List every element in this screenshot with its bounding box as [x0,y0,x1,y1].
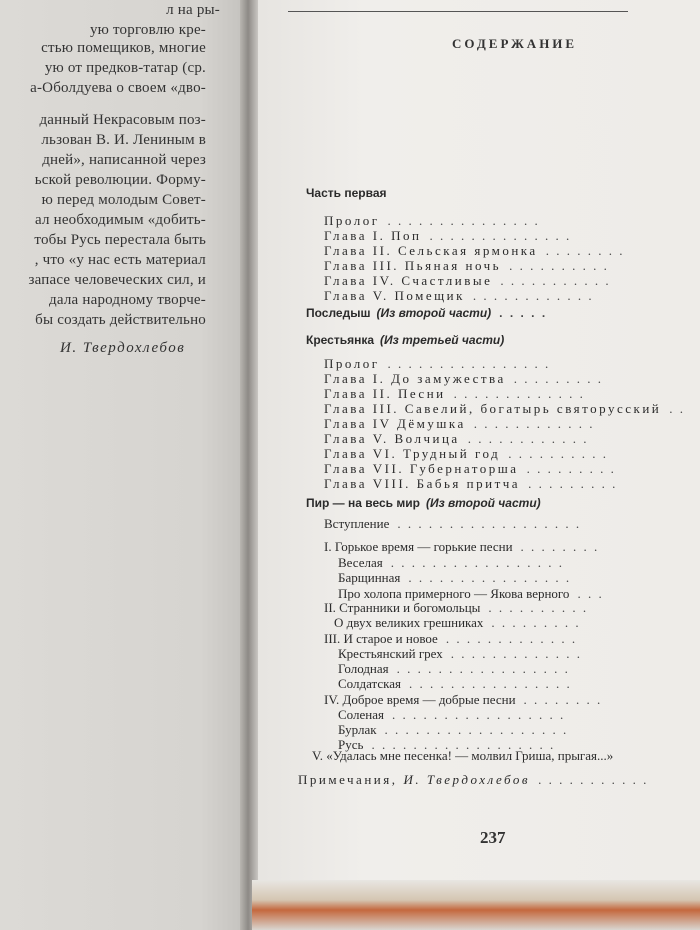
toc-entry-label: Глава IV. Счастливые [324,273,493,288]
toc-entry [324,258,609,273]
toc-leader-dots: . . . . . . . . . . . . . . . . [408,570,572,585]
toc-leader-dots: . . . . . . . . . . . . . . . . . . [371,737,556,752]
toc-entry-label: Глава V. Волчица [324,431,460,446]
toc-entry [338,722,568,737]
toc-leader-dots: . . . . . . . . . . . . . [445,631,578,646]
toc-entry-label: Глава VI. Трудный год [324,446,501,461]
toc-leader-dots: . . . . . . . . . . . . . [450,646,583,661]
toc-entry-label: Про холопа примерного — Якова верного [338,586,570,601]
toc-leader-dots: . . . . . . . . . . [508,446,608,461]
toc-entry-label: Пир — на весь мир [306,496,420,510]
toc-leader-dots: . . . . . . . . . . . . . . . . . [396,661,570,676]
left-page-line: дала народному творче- [49,292,206,308]
toc-entry [306,496,541,511]
toc-leader-dots: . . . . . . . . . . . . . . . . [387,356,551,371]
toc-entry-label: Последыш [306,306,371,320]
toc-leader-dots: . . . . . . . . [520,539,600,554]
toc-entry [338,661,570,676]
toc-leader-dots: . . . [577,586,604,601]
toc-leader-dots: . . . . . . . . . . . . [472,288,594,303]
toc-entry-label: Голодная [338,661,389,676]
toc-entry [338,586,604,601]
toc-entry [306,333,504,348]
toc-entry [324,416,595,431]
toc-entry [338,555,564,570]
left-page-line: ую торговлю кре- [89,22,206,38]
toc-leader-dots: . . . . . . . . . . . . . . . . [409,676,572,691]
toc-entry-label: Пролог [324,213,380,228]
left-page-fragment: л на ры- [166,2,220,18]
toc-entry [324,213,540,228]
toc-leader-dots: . . . . . . . . . . . . [473,416,595,431]
left-page-line: ю перед молодым Совет- [41,192,206,208]
toc-entry-label: V. «Удалась мне песенка! — молвил Гриша, прыгая...» [312,748,614,763]
toc-leader-dots: . . . . . . . . . . . [538,772,649,787]
toc-entry [324,539,599,554]
toc-entry-label: Русь [338,737,364,752]
top-rule [288,11,628,12]
toc-entry [338,646,582,661]
toc-entry-label: Примечания, [298,772,398,787]
toc-entry-label: Глава II. Сельская ярмонка [324,243,538,258]
toc-entry-label: Пролог [324,356,380,371]
page-edge [252,880,700,930]
toc-entry-label: Глава III. Пьяная ночь [324,258,502,273]
toc-title: СОДЕРЖАНИЕ [452,36,578,51]
toc-entry-label: IV. Доброе время — добрые песни [324,692,516,707]
toc-entry-label: Глава V. Помещик [324,288,465,303]
left-page-line: а-Оболдуева о своем «дво- [30,80,206,96]
toc-entry-label: Солдатская [338,676,402,691]
toc-leader-dots: . . . . . . . . . . . . . . . [387,213,540,228]
left-page-line: льзован В. И. Лениным в [41,132,206,148]
toc-entry [298,772,648,787]
toc-entry [334,615,581,630]
toc-entry-label: О двух великих грешниках [334,615,484,630]
toc-leader-dots: . . . . . . . . . . . . . . . . . [390,555,564,570]
toc-entry [324,356,550,371]
toc-entry-label: Глава III. Савелий, богатырь святорусский [324,401,662,416]
book-gutter [240,0,258,930]
left-page-line: стью помещиков, многие [41,40,206,56]
toc-leader-dots: . . . . . . . . . . [509,258,609,273]
toc-entry-label: III. И старое и новое [324,631,438,646]
page-number: 237 [480,828,506,847]
left-page-line: ьской революции. Форму- [34,172,206,188]
toc-entry-label: Глава IV Дёмушка [324,416,466,431]
toc-entry [324,386,585,401]
toc-entry [324,461,616,476]
toc-entry [306,186,387,201]
toc-entry [324,476,617,491]
toc-entry [324,401,685,416]
toc-entry [324,516,581,531]
toc-entry [324,446,608,461]
toc-leader-dots: . . . . . . . . . . . . . . [429,228,572,243]
toc-leader-dots: . . . . . . . . . [513,371,604,386]
toc-entry [312,748,613,763]
toc-leader-dots: . . . . . . . . . [528,476,618,491]
left-page-line: ал необходимым «добить- [34,212,206,228]
toc-leader-dots: . . . . . . . . . . [488,600,589,615]
toc-leader-dots: . . . . . . . . . . . [500,273,611,288]
toc-entry [324,288,594,303]
toc-entry-label: Бурлак [338,722,377,737]
toc-entry-label: Вступление [324,516,390,531]
left-page-fragment: ую от предков-татар (ср. [44,60,206,76]
toc-leader-dots: . . . . . . . . . . . . . . . . . . [397,516,582,531]
toc-entry-label: Крестьянка [306,333,375,347]
toc-entry-label: Глава VII. Губернаторша [324,461,519,476]
toc-leader-dots: . . . . . . . . . . . . . [453,386,585,401]
toc-entry-label: Соленая [338,707,384,722]
toc-leader-dots: . . . . . . . . . [526,461,616,476]
toc-entry [324,273,611,288]
toc-entry-note: И. Твердохлебов [403,772,531,787]
toc-entry-note: (Из третьей части) [380,333,505,347]
left-page-line: запасе человеческих сил, и [28,272,206,288]
toc-entry [324,228,571,243]
toc-leader-dots: . . . . . . . . . . . . . . . . . [391,707,566,722]
toc-leader-dots: . . . . . . . . [545,243,625,258]
toc-entry [338,570,571,585]
toc-leader-dots: . . . . . [499,306,548,320]
toc-entry [324,371,603,386]
left-page [0,0,250,930]
left-page-signature: И. Твердохлебов [60,340,186,356]
toc-leader-dots: . . . . . . . . . . . . . . . . . . [384,722,569,737]
toc-entry [324,631,577,646]
toc-entry [324,600,588,615]
toc-entry [338,707,565,722]
left-page-line: бы создать действительно [35,312,206,328]
toc-entry [324,431,588,446]
toc-entry-label: Глава VIII. Бабья притча [324,476,521,491]
toc-entry [324,243,624,258]
toc-leader-dots: . . . . . . . . . . . . [467,431,589,446]
toc-entry-note: (Из второй части) [376,306,492,320]
toc-entry-label: Глава II. Песни [324,386,446,401]
toc-entry [306,306,547,321]
left-page-line: дней», написанной через [42,152,206,168]
toc-entry-label: Барщинная [338,570,401,585]
toc-entry [338,676,572,691]
toc-entry-label: Глава I. До замужества [324,371,506,386]
toc-entry-label: Глава I. Поп [324,228,422,243]
left-page-line: тобы Русь перестала быть [34,232,206,248]
toc-entry [324,692,602,707]
toc-entry-label: Часть первая [306,186,387,200]
toc-leader-dots: . . . . . . . . . [491,615,581,630]
left-page-line: данный Некрасовым поз- [39,112,206,128]
toc-leader-dots: . . [669,401,685,416]
toc-entry-label: Крестьянский грех [338,646,443,661]
toc-entry-label: I. Горькое время — горькие песни [324,539,513,554]
toc-entry-note: (Из второй части) [425,496,541,510]
toc-entry-label: II. Странники и богомольцы [324,600,481,615]
left-page-line: , что «у нас есть материал [34,252,206,268]
toc-leader-dots: . . . . . . . . [523,692,603,707]
toc-entry-label: Веселая [338,555,383,570]
